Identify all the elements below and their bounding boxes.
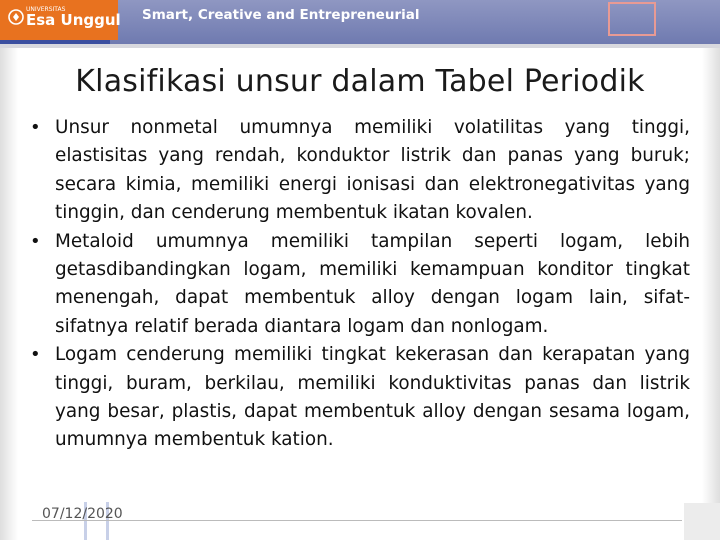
bullet-icon: •	[30, 117, 41, 138]
bullet-icon: •	[30, 230, 41, 252]
slide-title: Klasifikasi unsur dalam Tabel Periodik	[75, 64, 645, 99]
bullet-item-nonmetal	[30, 114, 690, 228]
logo-mark-icon	[8, 9, 24, 25]
bullet-icon: •	[30, 344, 41, 366]
footer-corner-decoration	[684, 503, 720, 540]
logo-name: Esa Unggul	[26, 11, 121, 29]
header-divider	[0, 44, 720, 48]
university-logo	[0, 0, 121, 40]
bullet-text: Metaloid umumnya memiliki tampilan seperti logam, lebih getasdibandingkan logam, memiliki kemampuan konditor tingkat menengah, dapat membentuk alloy dengan logam lain, sifat-sifatnya relatif berada diantara logam dan nonlogam.	[55, 230, 690, 337]
bullet-text: Unsur nonmetal umumnya memiliki volatilitas yang tinggi, elastisitas yang rendah, konduktor listrik dan panas yang buruk; secara kimia, memiliki energi ionisasi dan elektronegativitas yang tinggin, dan cenderung membentuk ikatan kovalen.	[55, 117, 690, 224]
tagline: Smart, Creative and Entrepreneurial	[142, 7, 420, 23]
bullet-text: Logam cenderung memiliki tingkat kekerasan dan kerapatan yang tinggi, buram, berkilau, memiliki konduktivitas panas dan listrik yang besar, plastis, dapat membentuk alloy dengan sesama logam, umumnya membentuk kation.	[55, 344, 690, 451]
right-border-shade	[702, 48, 720, 540]
bullet-list	[30, 114, 690, 455]
logo-subtitle: UNIVERSITAS	[26, 6, 66, 13]
bullet-item-metaloid	[30, 228, 690, 342]
footer-divider	[32, 520, 682, 521]
header-decoration	[608, 2, 656, 36]
slide-date: 07/12/2020	[42, 506, 123, 522]
bullet-item-logam	[30, 341, 690, 455]
left-border-shade	[0, 48, 18, 540]
